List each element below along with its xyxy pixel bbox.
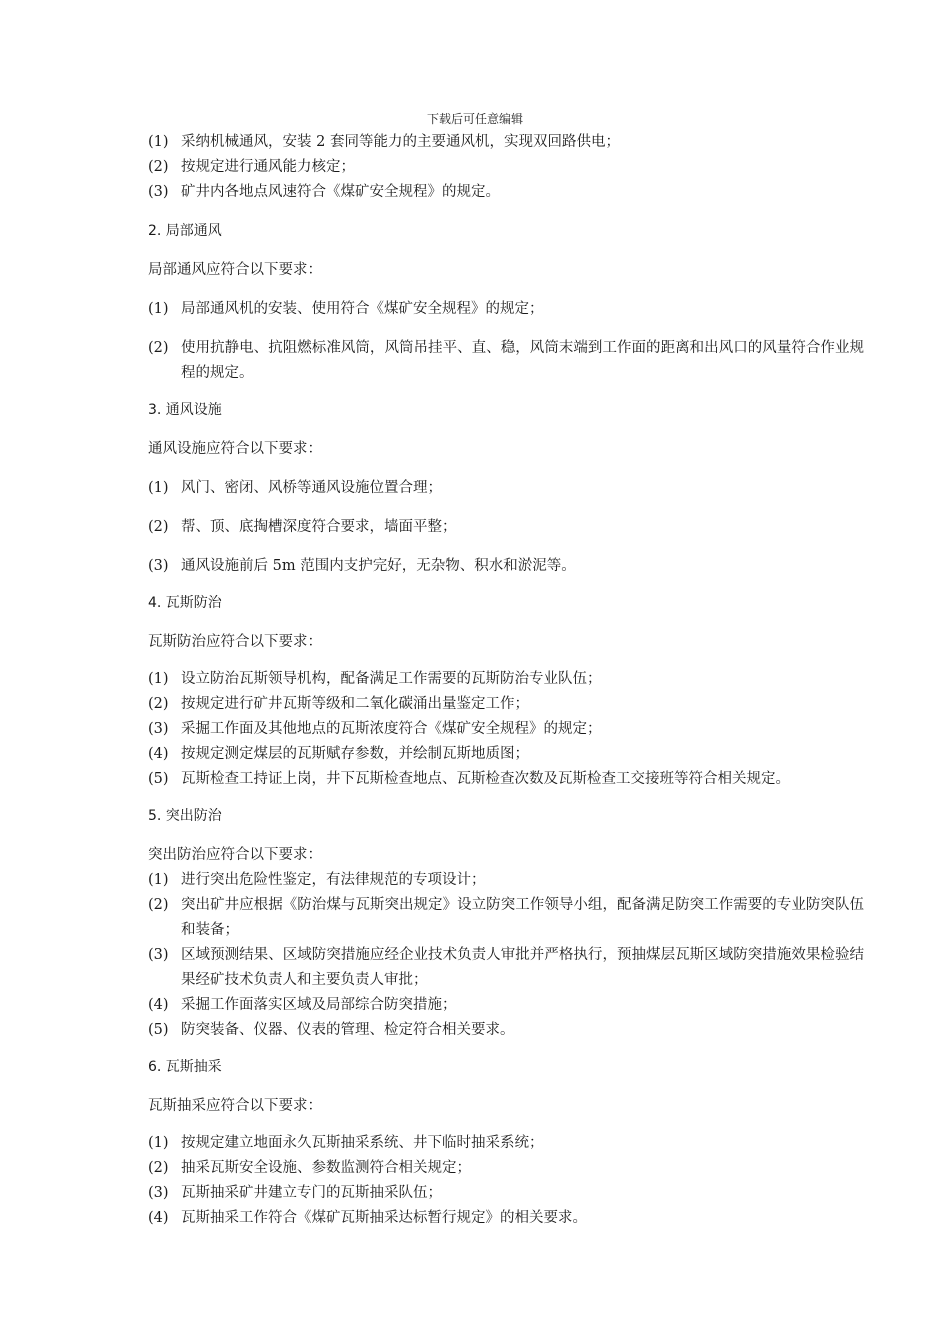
item-number: (1) — [148, 671, 169, 687]
item-number: (3) — [148, 947, 169, 963]
item-text: 按规定进行通风能力核定； — [181, 159, 355, 175]
list-item — [148, 868, 864, 893]
item-text: 采掘工作面落实区域及局部综合防突措施； — [181, 997, 457, 1013]
section-intro: 突出防治应符合以下要求： — [148, 847, 322, 863]
item-number: (4) — [148, 997, 169, 1013]
item-number: (3) — [148, 184, 169, 200]
page-header-note: 下载后可任意编辑 — [426, 112, 523, 126]
item-number: (2) — [148, 519, 169, 535]
list-item — [148, 1181, 864, 1206]
section-heading: 4. 瓦斯防治 — [148, 595, 222, 611]
item-text: 进行突出危险性鉴定，有法律规范的专项设计； — [181, 872, 486, 888]
item-number: (1) — [148, 301, 169, 317]
list-item — [148, 717, 864, 742]
section-heading: 6. 瓦斯抽采 — [148, 1059, 222, 1075]
item-text: 防突装备、仪器、仪表的管理、检定符合相关要求。 — [181, 1022, 515, 1038]
list-item — [148, 180, 864, 205]
item-number: (2) — [148, 340, 169, 356]
item-number: (2) — [148, 1160, 169, 1176]
list-item — [148, 1131, 864, 1156]
list-item — [148, 554, 864, 579]
item-text: 风门、密闭、风桥等通风设施位置合理； — [181, 480, 442, 496]
item-text: 通风设施前后 5m 范围内支护完好，无杂物、积水和淤泥等。 — [181, 558, 576, 574]
list-item — [148, 943, 864, 993]
item-text: 按规定建立地面永久瓦斯抽采系统、井下临时抽采系统； — [181, 1135, 544, 1151]
item-number: (2) — [148, 159, 169, 175]
item-number: (4) — [148, 1210, 169, 1226]
item-text: 瓦斯抽采矿井建立专门的瓦斯抽采队伍； — [181, 1185, 442, 1201]
item-text: 按规定测定煤层的瓦斯赋存参数，并绘制瓦斯地质图； — [181, 746, 529, 762]
item-text: 突出矿井应根据《防治煤与瓦斯突出规定》设立防突工作领导小组，配备满足防突工作需要的专业防突队伍和装备； — [181, 897, 864, 938]
item-text: 设立防治瓦斯领导机构，配备满足工作需要的瓦斯防治专业队伍； — [181, 671, 602, 687]
item-number: (1) — [148, 480, 169, 496]
item-number: (1) — [148, 1135, 169, 1151]
item-number: (4) — [148, 746, 169, 762]
item-text: 矿井内各地点风速符合《煤矿安全规程》的规定。 — [181, 184, 500, 200]
list-item — [148, 767, 864, 792]
item-number: (5) — [148, 771, 169, 787]
item-number: (3) — [148, 721, 169, 737]
section-intro: 瓦斯抽采应符合以下要求： — [148, 1098, 322, 1114]
list-item — [148, 1206, 864, 1231]
item-number: (3) — [148, 558, 169, 574]
item-text: 采纳机械通风，安装 2 套同等能力的主要通风机，实现双回路供电； — [181, 134, 620, 150]
list-item — [148, 667, 864, 692]
item-number: (2) — [148, 897, 169, 913]
list-item — [148, 515, 864, 540]
item-text: 抽采瓦斯安全设施、参数监测符合相关规定； — [181, 1160, 471, 1176]
section-intro: 瓦斯防治应符合以下要求： — [148, 634, 322, 650]
item-number: (1) — [148, 872, 169, 888]
item-number: (5) — [148, 1022, 169, 1038]
item-text: 帮、顶、底掏槽深度符合要求，墙面平整； — [181, 519, 457, 535]
list-item — [148, 297, 864, 322]
list-item — [148, 476, 864, 501]
section-heading: 5. 突出防治 — [148, 808, 222, 824]
section-intro: 通风设施应符合以下要求： — [148, 441, 322, 457]
item-text: 区域预测结果、区域防突措施应经企业技术负责人审批并严格执行，预抽煤层瓦斯区域防突措施效果检验结果经矿技术负责人和主要负责人审批； — [181, 947, 864, 988]
item-number: (2) — [148, 696, 169, 712]
section-intro: 局部通风应符合以下要求： — [148, 262, 322, 278]
list-item — [148, 1156, 864, 1181]
section-heading: 3. 通风设施 — [148, 402, 222, 418]
item-number: (3) — [148, 1185, 169, 1201]
item-text: 局部通风机的安装、使用符合《煤矿安全规程》的规定； — [181, 301, 544, 317]
item-number: (1) — [148, 134, 169, 150]
document-body — [148, 130, 864, 1231]
item-text: 瓦斯检查工持证上岗，井下瓦斯检查地点、瓦斯检查次数及瓦斯检查工交接班等符合相关规定。 — [181, 771, 790, 787]
section-heading: 2. 局部通风 — [148, 223, 222, 239]
list-item — [148, 130, 864, 155]
list-item — [148, 993, 864, 1018]
list-item — [148, 893, 864, 943]
list-item — [148, 692, 864, 717]
list-item — [148, 155, 864, 180]
item-text: 按规定进行矿井瓦斯等级和二氧化碳涌出量鉴定工作； — [181, 696, 529, 712]
item-text: 瓦斯抽采工作符合《煤矿瓦斯抽采达标暂行规定》的相关要求。 — [181, 1210, 587, 1226]
list-item — [148, 1018, 864, 1043]
item-text: 采掘工作面及其他地点的瓦斯浓度符合《煤矿安全规程》的规定； — [181, 721, 602, 737]
list-item — [148, 336, 864, 386]
item-text: 使用抗静电、抗阻燃标准风筒，风筒吊挂平、直、稳，风筒末端到工作面的距离和出风口的风量符合作业规程的规定。 — [181, 340, 864, 381]
list-item — [148, 742, 864, 767]
